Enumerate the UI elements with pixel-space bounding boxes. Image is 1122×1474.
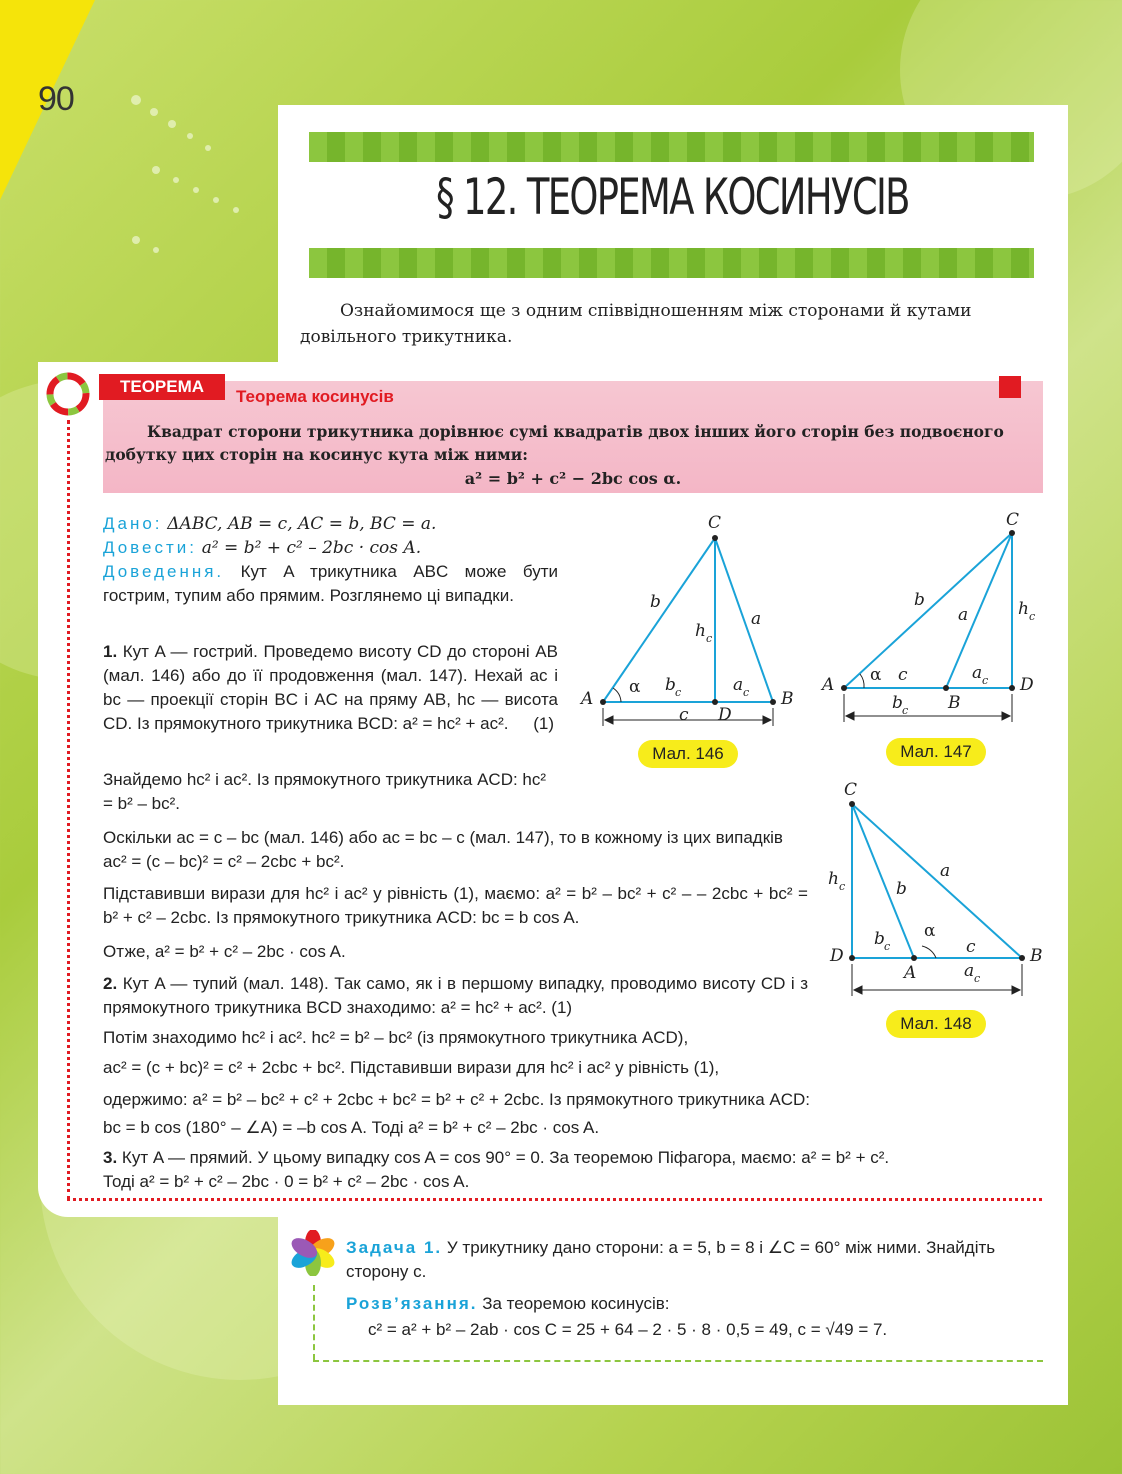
fig146-alpha: α bbox=[629, 677, 641, 697]
fig147-label-b: b bbox=[914, 590, 925, 610]
fig147-caption: Мал. 147 bbox=[886, 738, 986, 766]
case2-ac: aс² = (c + bс)² = c² + 2cbс + bс². Підставивши вирази для hс² і aс² у рівність (1), bbox=[103, 1058, 720, 1077]
fig147-label-hc: h bbox=[1018, 599, 1029, 619]
fig148-label-hc: h bbox=[828, 869, 839, 889]
figure-147 bbox=[818, 508, 1048, 723]
case1-substitute: Підставивши вирази для hс² і aс² у рівність (1), маємо: a² = b² – bс² + c² – – 2cbс + bс² = b² + c² – 2cbс. Із прямокутного трикутника ACD: bс = b cos A. bbox=[103, 884, 808, 927]
theorem-name: Теорема косинусів bbox=[236, 387, 394, 406]
solution-para bbox=[346, 1292, 1046, 1316]
fig148-label-A: A bbox=[904, 963, 917, 983]
dotted-border-left bbox=[67, 420, 70, 1200]
case3-para bbox=[103, 1146, 1043, 1170]
case1-since: Оскільки aс = c – bс (мал. 146) або aс = bс – c (мал. 147), то в кожному із цих випадків aс² = (c – bс)² = c² – 2cbс + bс². bbox=[103, 828, 783, 871]
fig146-sub-bc: c bbox=[675, 686, 682, 699]
dovesty-label: Довести: bbox=[103, 538, 197, 557]
fig147-sub-bc: c bbox=[902, 704, 909, 717]
fig148-label-a: a bbox=[940, 861, 951, 881]
fig146-sub-hc: c bbox=[706, 632, 713, 645]
fig147-label-A: A bbox=[822, 675, 835, 695]
fig146-caption: Мал. 146 bbox=[638, 740, 738, 768]
dovesty-line bbox=[103, 536, 563, 560]
fig148-label-C: C bbox=[844, 780, 858, 800]
figure-148 bbox=[822, 776, 1052, 1001]
case1-find: Знайдемо hс² і aс². Із прямокутного трикутника ACD: hс² = b² – bс². bbox=[103, 770, 547, 813]
fig147-label-C: C bbox=[1006, 510, 1020, 530]
fig147-label-bc: b bbox=[892, 693, 903, 713]
case2-text: Кут A — тупий (мал. 148). Так само, як і в першому випадку, проводимо висоту CD і з прямокутного трикутника BCD знаходимо: a² = hс² + aс². (1) bbox=[103, 974, 808, 1017]
case3-text: Кут A — прямий. У цьому випадку cos A = cos 90° = 0. За теоремою Піфагора, маємо: a² = b² + c². bbox=[121, 1148, 890, 1167]
fig148-sub-ac: c bbox=[974, 972, 981, 985]
fig148-label-D: D bbox=[830, 946, 844, 966]
fig147-label-D: D bbox=[1020, 675, 1034, 695]
fig146-label-C: C bbox=[708, 513, 722, 533]
case1-result: Отже, a² = b² + c² – 2bc · cos A. bbox=[103, 942, 346, 961]
case2-result: bс = b cos (180° – ∠A) = –b cos A. Тоді a² = b² + c² – 2bc · cos A. bbox=[103, 1118, 600, 1137]
case2-get: одержимо: a² = b² – bс² + c² + 2cbс + bс² = b² + c² + 2cbс. Із прямокутного трикутника ACD: bbox=[103, 1090, 811, 1109]
case3-number: 3. bbox=[103, 1148, 118, 1167]
case3-result: Тоді a² = b² + c² – 2bc · 0 = b² + c² – 2bc · cos A. bbox=[103, 1172, 470, 1191]
fig146-label-a: a bbox=[751, 609, 762, 629]
fig146-label-b: b bbox=[650, 592, 661, 612]
dovedennya-label: Доведення. bbox=[103, 562, 225, 581]
red-square-icon bbox=[999, 376, 1021, 398]
page-number: 90 bbox=[38, 80, 74, 118]
fig148-label-c: c bbox=[966, 937, 976, 957]
dano-line bbox=[103, 512, 563, 536]
case1-eq-number: (1) bbox=[533, 714, 555, 733]
task-border-left bbox=[313, 1285, 315, 1360]
fig148-label-bc: b bbox=[874, 929, 885, 949]
fig148-sub-bc: c bbox=[884, 940, 891, 953]
fig148-sub-hc: c bbox=[839, 880, 846, 893]
solution-label: Розв’язання. bbox=[346, 1294, 478, 1313]
fig147-label-ac: a bbox=[972, 663, 983, 683]
fig148-alpha: α bbox=[924, 921, 936, 941]
fig147-label-B: B bbox=[948, 693, 961, 713]
case2-number: 2. bbox=[103, 974, 118, 993]
task-para bbox=[346, 1236, 1046, 1284]
title-bar-bottom bbox=[309, 248, 1034, 278]
dovedennya-para bbox=[103, 560, 558, 608]
fig147-label-a: a bbox=[958, 605, 969, 625]
case1-number: 1. bbox=[103, 642, 118, 661]
fig146-label-c: c bbox=[679, 705, 689, 725]
solution-formula: c² = a² + b² – 2ab · cos C = 25 + 64 – 2 · 5 · 8 · 0,5 = 49, c = √49 = 7. bbox=[368, 1320, 888, 1339]
fig146-label-A: A bbox=[581, 689, 594, 709]
theorem-label: ТЕОРЕМА bbox=[99, 374, 225, 400]
dano-text: ΔABC, AB = c, AC = b, BC = a. bbox=[167, 514, 437, 534]
fig148-caption: Мал. 148 bbox=[886, 1010, 986, 1038]
task-label: Задача 1. bbox=[346, 1238, 443, 1257]
dovedennya-text: Кут A трикутника ABC може бути гострим, тупим або прямим. Розглянемо ці випадки. bbox=[103, 562, 558, 605]
figure-146 bbox=[575, 510, 805, 735]
case1-para bbox=[103, 640, 558, 736]
dotted-border-bottom bbox=[67, 1198, 1042, 1201]
flower-icon bbox=[290, 1230, 336, 1276]
fig147-sub-hc: c bbox=[1029, 610, 1036, 623]
fig146-label-B: B bbox=[781, 689, 794, 709]
fig146-label-ac: a bbox=[733, 675, 744, 695]
title-bar-top bbox=[309, 132, 1034, 162]
task-text: У трикутнику дано сторони: a = 5, b = 8 і ∠C = 60° між ними. Знайдіть сторону c. bbox=[346, 1238, 996, 1281]
fig148-label-b: b bbox=[896, 879, 907, 899]
logo-icon bbox=[46, 372, 90, 416]
task-border-bottom bbox=[313, 1360, 1043, 1362]
solution-intro: За теоремою косинусів: bbox=[482, 1294, 670, 1313]
theorem-formula: a² = b² + c² − 2bc cos α. bbox=[464, 469, 682, 488]
fig146-label-D: D bbox=[718, 705, 732, 725]
dovesty-text: a² = b² + c² – 2bc · cos A. bbox=[201, 538, 422, 558]
fig146-label-bc: b bbox=[665, 675, 676, 695]
intro-text: Ознайомимося ще з одним співвідношенням між сторонами й кутами довільного трикутника. bbox=[300, 301, 972, 347]
fig148-label-ac: a bbox=[964, 961, 975, 981]
case1-text: Кут A — гострий. Проведемо висоту CD до стороні AB (мал. 146) або до її продовження (мал. 147). Нехай aс і bс — проекції сторін BC і AC на пряму AB, hс — висота CD. Із прямокутного трикутника BCD: a² = hс² + aс². bbox=[103, 642, 558, 733]
case2-para bbox=[103, 972, 808, 1020]
fig146-label-hc: h bbox=[695, 621, 706, 641]
theorem-text: Квадрат сторони трикутника дорівнює сумі квадратів двох інших його сторін без подвоєного добутку цих сторін на косинус кута між ними: bbox=[105, 422, 1004, 464]
fig147-sub-ac: c bbox=[982, 674, 989, 687]
fig148-label-B: B bbox=[1030, 946, 1043, 966]
fig146-sub-ac: c bbox=[743, 686, 750, 699]
dano-label: Дано: bbox=[103, 514, 163, 533]
fig147-alpha: α bbox=[870, 665, 882, 685]
case2-find: Потім знаходимо hс² і aс². hс² = b² – bс² (із прямокутного трикутника ACD), bbox=[103, 1028, 689, 1047]
page-title: § 12. ТЕОРЕМА КОСИНУСІВ bbox=[436, 168, 909, 226]
fig147-label-c: c bbox=[898, 665, 908, 685]
